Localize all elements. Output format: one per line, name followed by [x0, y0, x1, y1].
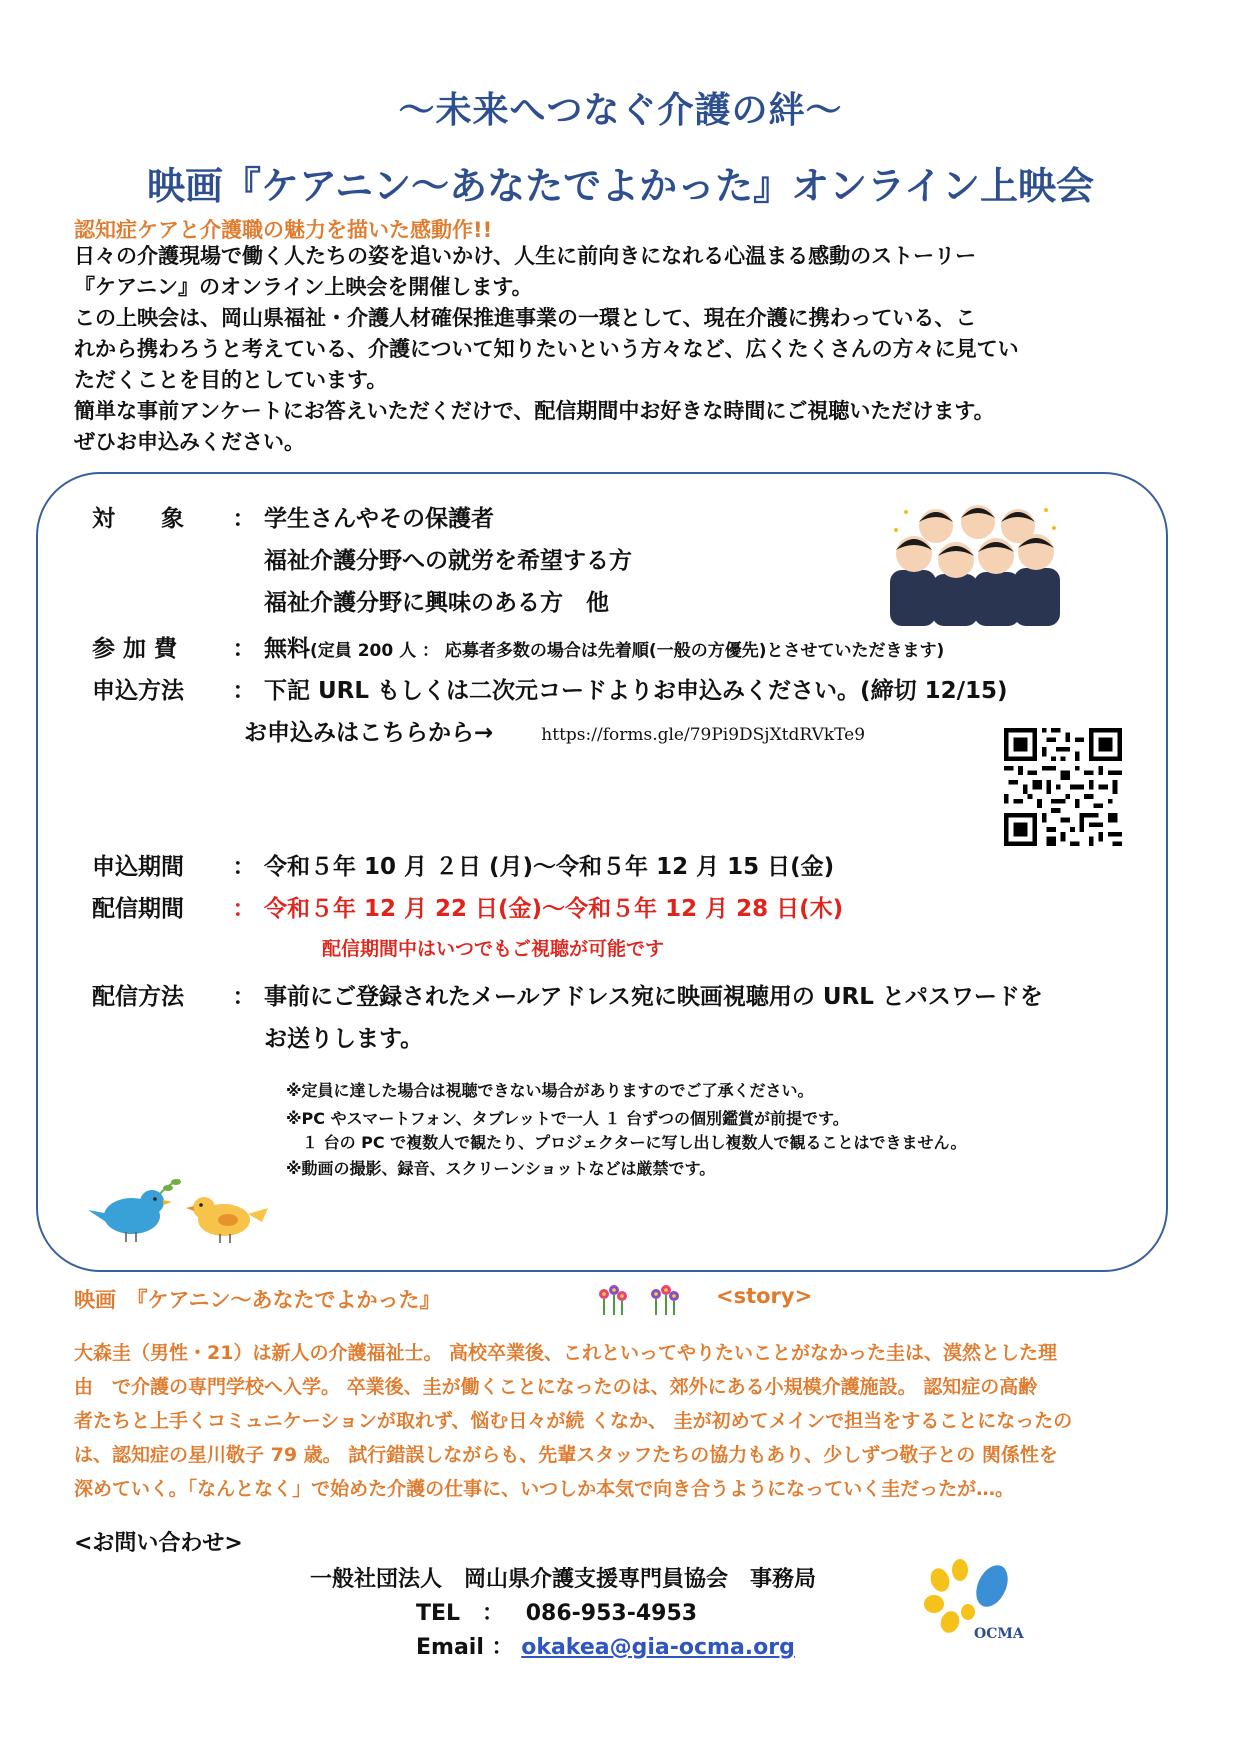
stream-note: 配信期間中はいつでもご視聴が可能です: [322, 938, 665, 960]
story-line: 由 で介護の専門学校へ入学。 卒業後、圭が働くことになったのは、郊外にある小規模介護施設。 認知症の高齢: [74, 1376, 1038, 1398]
story-line: 深めていく。「なんとなく」で始めた介護の仕事に、いつしか本気で向き合うようになっていく圭だったが…。: [74, 1478, 1015, 1500]
story-text: [74, 1336, 1194, 1506]
period-row: [92, 848, 834, 881]
page-title: 映画『ケアニン～あなたでよかった』オンライン上映会: [147, 164, 1094, 208]
note: １ 台の PC で複数人で観たり、プロジェクターに写し出し複数人で観ることはできません。: [286, 1133, 967, 1152]
story-tag: <story>: [716, 1284, 813, 1308]
qr-code[interactable]: [1004, 728, 1122, 846]
catchphrase: 認知症ケアと介護職の魅力を描いた感動作!!: [74, 218, 493, 242]
method-row: [92, 978, 1043, 1011]
intro-line: この上映会は、岡山県福祉・介護人材確保推進事業の一環として、現在介護に携わっている、こ: [74, 306, 977, 330]
intro-line: 日々の介護現場で働く人たちの姿を追いかけ、人生に前向きになれる心温まる感動のストーリー: [74, 244, 977, 268]
target-row: [92, 500, 494, 533]
method-line: お送りします。: [264, 1026, 424, 1052]
target-label: 対 象: [92, 506, 184, 532]
note: ※定員に達した場合は視聴できない場合がありますのでご了承ください。: [286, 1081, 814, 1100]
separator: ：: [232, 896, 256, 922]
contact-tel-row: [416, 1596, 697, 1627]
birds-illustration: [88, 1176, 268, 1246]
period-value: 令和５年 10 月 ２日 (月)～令和５年 12 月 15 日(金): [264, 854, 835, 880]
apply-row: [92, 672, 1008, 705]
subtitle: ～未来へつなぐ介護の絆～: [398, 90, 843, 131]
tel-label: TEL ：: [416, 1601, 505, 1626]
apply-value: 下記 URL もしくは二次元コードよりお申込みください。(締切 12/15): [264, 678, 1008, 704]
contact-org: 一般社団法人 岡山県介護支援専門員協会 事務局: [310, 1567, 817, 1592]
target-line: 福祉介護分野への就労を希望する方: [264, 548, 632, 574]
separator: ：: [232, 984, 256, 1010]
fee-label: 参 加 費: [92, 636, 178, 662]
story-line: 者たちと上手くコミュニケーションが取れず、悩む日々が続 くなか、 圭が初めてメインで担当をすることになったの: [74, 1410, 1073, 1432]
intro-line: ぜひお申込みください。: [74, 430, 305, 454]
apply-url[interactable]: https://forms.gle/79Pi9DSjXtdRVkTe9: [541, 725, 866, 745]
apply-here-text: お申込みはこちらから→: [244, 720, 494, 746]
method-line: 事前にご登録されたメールアドレス宛に映画視聴用の URL とパスワードを: [264, 984, 1043, 1010]
apply-link-row: [244, 714, 865, 747]
fee-value: 無料: [264, 636, 310, 662]
apply-label: 申込方法: [92, 678, 184, 704]
story-heading: 映画 『ケアニン～あなたでよかった』: [74, 1288, 441, 1312]
email-label: Email ：: [416, 1635, 514, 1660]
intro-line: 簡単な事前アンケートにお答えいただくだけで、配信期間中お好きな時間にご視聴いただけます。: [74, 399, 995, 423]
ocma-logo: [920, 1556, 1030, 1656]
story-line: 大森圭（男性・21）は新人の介護福祉士。 高校卒業後、これといってやりたいことがなかった圭は、漠然とした理: [74, 1342, 1058, 1364]
contact-heading: <お問い合わせ>: [74, 1531, 243, 1556]
logo-text: OCMA: [974, 1626, 1024, 1642]
story-line: は、認知症の星川敬子 79 歳。 試行錯誤しながらも、先輩スタッフたちの協力もあり、少しずつ敬子との 関係性を: [74, 1444, 1058, 1466]
fee-note: (定員 200 人 ： 応募者多数の場合は先着順(一般の方優先)とさせていただきます): [310, 641, 945, 661]
flowers-icon: [594, 1282, 694, 1318]
contact-email-row: [416, 1630, 795, 1661]
target-line: 福祉介護分野に興味のある方 他: [264, 590, 609, 616]
note: ※動画の撮影、録音、スクリーンショットなどは厳禁です。: [286, 1159, 716, 1178]
note: ※PC やスマートフォン、タブレットで一人 １ 台ずつの個別鑑賞が前提です。: [286, 1109, 849, 1128]
separator: ：: [232, 678, 256, 704]
method-label: 配信方法: [92, 984, 184, 1010]
separator: ：: [232, 854, 256, 880]
fee-row: [92, 630, 944, 663]
separator: ：: [232, 506, 256, 532]
stream-row: [92, 890, 843, 923]
stream-value: 令和５年 12 月 22 日(金)～令和５年 12 月 28 日(木): [264, 896, 844, 922]
tel-value[interactable]: 086-953-4953: [525, 1601, 698, 1626]
separator: ：: [232, 636, 256, 662]
stream-label: 配信期間: [92, 896, 184, 922]
intro-line: 『ケアニン』のオンライン上映会を開催します。: [74, 275, 533, 299]
intro-line: ただくことを目的としています。: [74, 368, 388, 392]
target-line: 学生さんやその保護者: [264, 506, 494, 532]
intro-text: [74, 241, 1194, 458]
email-link[interactable]: okakea@gia-ocma.org: [521, 1635, 795, 1660]
period-label: 申込期間: [92, 854, 184, 880]
intro-line: れから携わろうと考えている、介護について知りたいという方々など、広くたくさんの方々に見てい: [74, 337, 1019, 361]
students-illustration: [886, 500, 1062, 626]
